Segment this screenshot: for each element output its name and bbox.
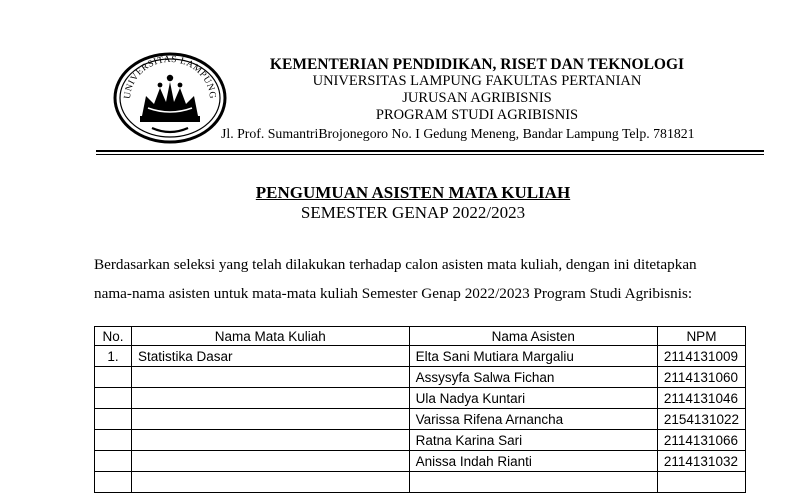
row-npm: 2114131032: [657, 451, 745, 472]
ministry-name: KEMENTERIAN PENDIDIKAN, RISET DAN TEKNOLOGI: [269, 56, 685, 73]
row-no: 1.: [95, 346, 132, 367]
program-name: PROGRAM STUDI AGRIBISNIS: [375, 107, 579, 123]
letterhead-address: Jl. Prof. SumantriBrojonegoro No. I Gedung Meneng, Bandar Lampung Telp. 781821: [221, 126, 695, 141]
department-name: JURUSAN AGRIBISNIS: [402, 90, 552, 106]
table-row: [95, 451, 746, 472]
row-npm: 2114131046: [657, 388, 745, 409]
row-no: [95, 430, 132, 451]
row-course: [131, 472, 409, 493]
letterhead: [222, 56, 732, 124]
row-npm: [657, 472, 745, 493]
header-no: No.: [95, 327, 132, 346]
header-assistant: Nama Asisten: [409, 327, 657, 346]
row-course: Statistika Dasar: [131, 346, 409, 367]
university-logo: [108, 42, 232, 146]
row-course: [131, 430, 409, 451]
announcement-subtitle: SEMESTER GENAP 2022/2023: [300, 203, 526, 222]
row-course: [131, 451, 409, 472]
row-assistant: [409, 472, 657, 493]
row-course: [131, 388, 409, 409]
row-course: [131, 367, 409, 388]
table-row: [95, 346, 746, 367]
table-row: [95, 430, 746, 451]
body-line-2: nama-nama asisten untuk mata-mata kuliah Semester Genap 2022/2023 Program Studi Agribisnis:: [94, 285, 693, 302]
header-course: Nama Mata Kuliah: [131, 327, 409, 346]
row-npm: 2114131060: [657, 367, 745, 388]
letterhead-rule-thin: [96, 154, 764, 155]
body-line-1: Berdasarkan seleksi yang telah dilakukan terhadap calon asisten mata kuliah, dengan ini ditetapkan: [94, 256, 697, 273]
announcement-title: PENGUMUAN ASISTEN MATA KULIAH: [255, 183, 571, 202]
row-no: [95, 388, 132, 409]
row-no: [95, 367, 132, 388]
table-row: [95, 472, 746, 493]
table-row: [95, 409, 746, 430]
letterhead-rule-thick: [96, 150, 764, 152]
row-npm: 2114131066: [657, 430, 745, 451]
row-assistant: Varissa Rifena Arnancha: [409, 409, 657, 430]
row-assistant: Ula Nadya Kuntari: [409, 388, 657, 409]
logo-text: UNIVERSITAS LAMPUNG: [122, 54, 218, 100]
table-row: [95, 367, 746, 388]
assistant-table: [94, 326, 746, 493]
row-npm: 2114131009: [657, 346, 745, 367]
row-npm: 2154131022: [657, 409, 745, 430]
university-faculty: UNIVERSITAS LAMPUNG FAKULTAS PERTANIAN: [312, 73, 642, 89]
header-npm: NPM: [657, 327, 745, 346]
row-no: [95, 409, 132, 430]
row-assistant: Elta Sani Mutiara Margaliu: [409, 346, 657, 367]
row-assistant: Ratna Karina Sari: [409, 430, 657, 451]
table-header-row: [95, 327, 746, 346]
row-assistant: Anissa Indah Rianti: [409, 451, 657, 472]
row-assistant: Assysyfa Salwa Fichan: [409, 367, 657, 388]
row-no: [95, 451, 132, 472]
table-row: [95, 388, 746, 409]
row-course: [131, 409, 409, 430]
row-no: [95, 472, 132, 493]
